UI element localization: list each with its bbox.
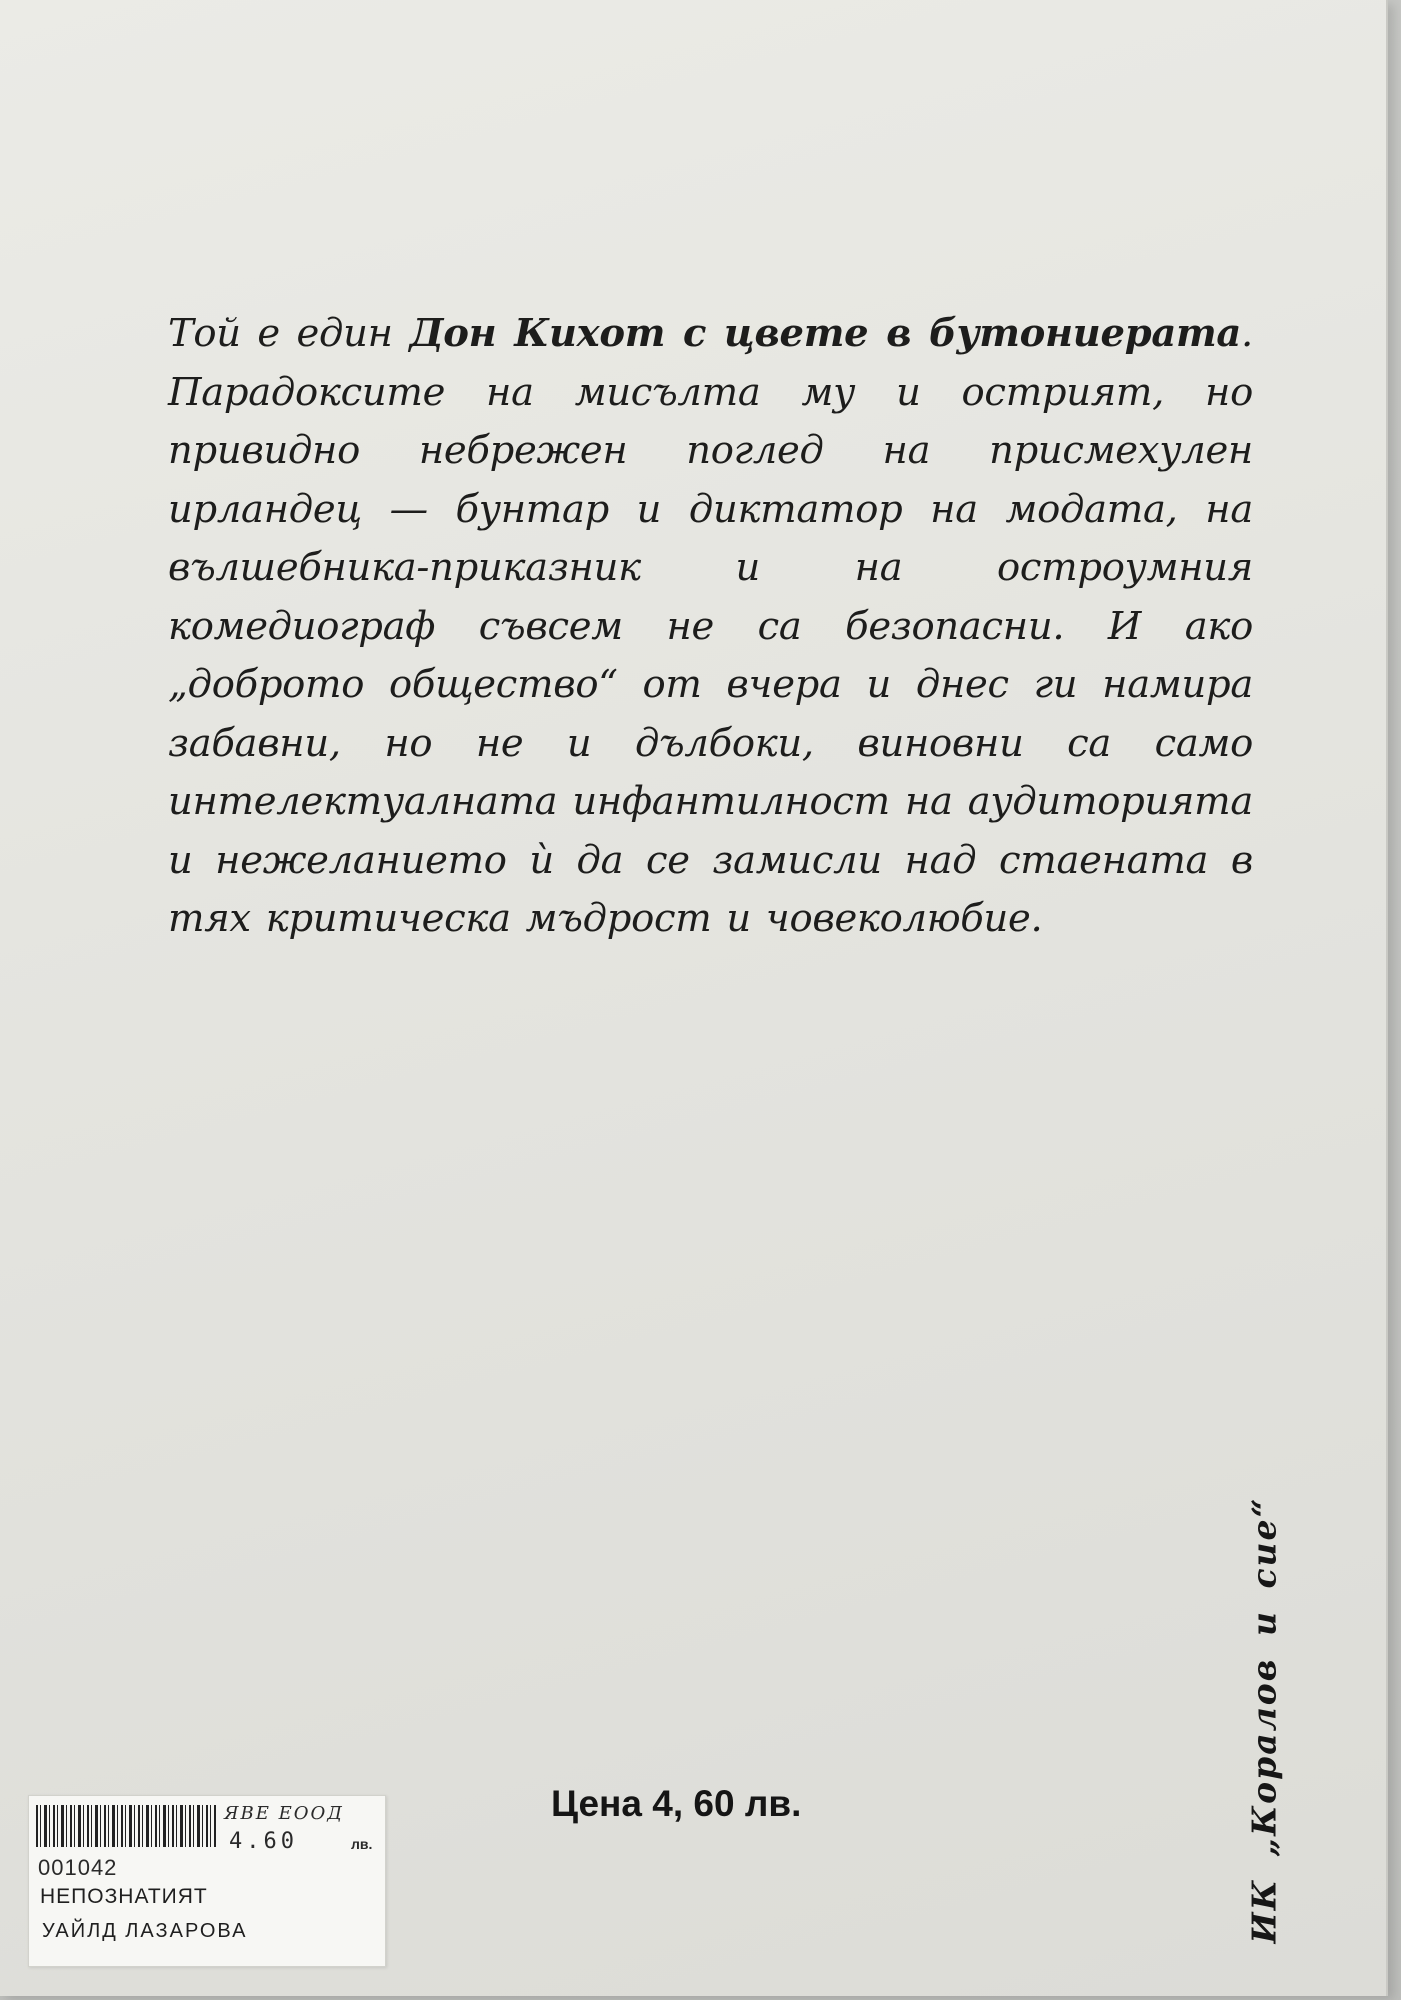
blurb-highlight: Дон Кихот с цвете в бутониерата: [409, 311, 1242, 356]
sticker-unit: лв.: [351, 1836, 373, 1852]
sticker-code: 001042: [38, 1855, 118, 1880]
publisher-imprint: ИК „Коралов и сие“: [1244, 1496, 1284, 1944]
blurb-intro: Той е един: [168, 311, 410, 356]
sticker-author: УАЙЛД ЛАЗАРОВА: [42, 1920, 248, 1942]
blurb-paragraph: [168, 305, 1253, 949]
blurb-rest: . Парадоксите на мисълта му и острият, но привидно небрежен поглед на присмехулен ирландец — бунтар и диктатор на модата, на вълшебника-приказник и на остроумния комедиограф съвсем не са безопасни. И ако „доброто общество“ от вчера и днес ги намира забавни, но не и дълбоки, виновни са само интелектуалната инфантилност на аудиторията и нежеланието ѝ да се замисли над стаената в тях критическа мъдрост и човеколюбие.: [168, 311, 1253, 941]
sticker-title: НЕПОЗНАТИЯТ: [40, 1885, 208, 1908]
barcode: [36, 1805, 216, 1847]
sticker-price: 4.60: [229, 1829, 298, 1854]
price-sticker: [28, 1795, 386, 1967]
sticker-company: ЯВЕ ЕООД: [224, 1803, 344, 1824]
price-label: Цена 4, 60 лв.: [551, 1783, 802, 1824]
